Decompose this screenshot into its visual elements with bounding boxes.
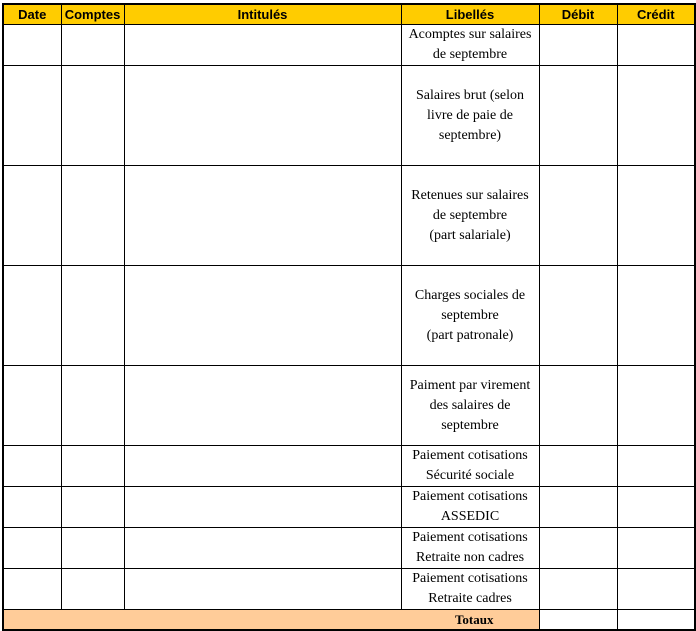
- credit-cell[interactable]: [617, 569, 695, 610]
- header-debit: Débit: [539, 4, 617, 25]
- table-row: [3, 487, 695, 528]
- libelle-line: Paiement cotisations: [412, 489, 528, 504]
- totals-label: Totaux: [3, 610, 539, 631]
- libelle-line: Retraite cadres: [428, 591, 512, 606]
- header-libelles: Libellés: [401, 4, 539, 25]
- libelle-line: Retraite non cadres: [415, 550, 525, 565]
- libelle-cell: [401, 569, 539, 610]
- comptes-cell[interactable]: [61, 166, 124, 266]
- debit-cell[interactable]: [539, 25, 617, 66]
- libelle-cell: [401, 528, 539, 569]
- table-row: [3, 166, 695, 266]
- debit-cell[interactable]: [539, 166, 617, 266]
- date-cell[interactable]: [3, 266, 61, 366]
- date-cell[interactable]: [3, 366, 61, 446]
- header-intitules: Intitulés: [124, 4, 401, 25]
- libelle-line: de septembre: [432, 207, 508, 223]
- intitules-cell[interactable]: [124, 366, 401, 446]
- table-row: [3, 25, 695, 66]
- total-debit-cell[interactable]: [539, 610, 617, 631]
- intitules-cell[interactable]: [124, 569, 401, 610]
- date-cell[interactable]: [3, 487, 61, 528]
- libelle-line: Paiement cotisations: [412, 530, 528, 545]
- credit-cell[interactable]: [617, 446, 695, 487]
- libelle-cell: [401, 446, 539, 487]
- credit-cell[interactable]: [617, 66, 695, 166]
- date-cell[interactable]: [3, 25, 61, 66]
- comptes-cell[interactable]: [61, 487, 124, 528]
- table-row: [3, 569, 695, 610]
- intitules-cell[interactable]: [124, 446, 401, 487]
- date-cell[interactable]: [3, 569, 61, 610]
- credit-cell[interactable]: [617, 366, 695, 446]
- total-credit-cell[interactable]: [617, 610, 695, 631]
- debit-cell[interactable]: [539, 487, 617, 528]
- intitules-cell[interactable]: [124, 66, 401, 166]
- header-comptes: Comptes: [61, 4, 124, 25]
- libelle-line: Paiement cotisations: [412, 448, 528, 463]
- header-row: [3, 4, 695, 25]
- date-cell[interactable]: [3, 166, 61, 266]
- debit-cell[interactable]: [539, 528, 617, 569]
- header-credit: Crédit: [617, 4, 695, 25]
- debit-cell[interactable]: [539, 569, 617, 610]
- debit-cell[interactable]: [539, 446, 617, 487]
- libelle-line: Paiement cotisations: [412, 571, 528, 586]
- libelle-line: de septembre: [432, 47, 508, 62]
- libelle-line: septembre: [441, 307, 499, 323]
- libelle-line: Salaires brut (selon: [415, 87, 525, 103]
- libelle-line: Paiment par virement: [409, 377, 531, 393]
- libelle-line: septembre): [438, 127, 502, 143]
- libelle-line: Charges sociales de: [414, 287, 526, 303]
- libelle-line: (part patronale): [426, 327, 514, 343]
- comptes-cell[interactable]: [61, 366, 124, 446]
- totals-row: [3, 610, 695, 631]
- table-row: [3, 366, 695, 446]
- libelle-cell: [401, 266, 539, 366]
- header-date: Date: [3, 4, 61, 25]
- credit-cell[interactable]: [617, 166, 695, 266]
- debit-cell[interactable]: [539, 366, 617, 446]
- libelle-line: des salaires de: [429, 397, 511, 413]
- table-row: [3, 446, 695, 487]
- libelle-cell: [401, 66, 539, 166]
- libelle-line: (part salariale): [429, 227, 511, 243]
- intitules-cell[interactable]: [124, 487, 401, 528]
- libelle-cell: [401, 487, 539, 528]
- libelle-line: livre de paie de: [427, 107, 513, 123]
- debit-cell[interactable]: [539, 266, 617, 366]
- intitules-cell[interactable]: [124, 266, 401, 366]
- comptes-cell[interactable]: [61, 266, 124, 366]
- libelle-cell: [401, 25, 539, 66]
- table-row: [3, 528, 695, 569]
- comptes-cell[interactable]: [61, 528, 124, 569]
- comptes-cell[interactable]: [61, 25, 124, 66]
- credit-cell[interactable]: [617, 25, 695, 66]
- table-row: [3, 266, 695, 366]
- libelle-cell: [401, 166, 539, 266]
- comptes-cell[interactable]: [61, 446, 124, 487]
- libelle-cell: [401, 366, 539, 446]
- debit-cell[interactable]: [539, 66, 617, 166]
- credit-cell[interactable]: [617, 487, 695, 528]
- libelle-line: septembre: [441, 417, 499, 433]
- intitules-cell[interactable]: [124, 25, 401, 66]
- date-cell[interactable]: [3, 66, 61, 166]
- libelle-line: ASSEDIC: [440, 509, 500, 524]
- intitules-cell[interactable]: [124, 528, 401, 569]
- journal-table: [2, 3, 696, 631]
- intitules-cell[interactable]: [124, 166, 401, 266]
- libelle-line: Acomptes sur salaires: [408, 27, 532, 42]
- date-cell[interactable]: [3, 446, 61, 487]
- comptes-cell[interactable]: [61, 66, 124, 166]
- credit-cell[interactable]: [617, 266, 695, 366]
- libelle-line: Retenues sur salaires: [411, 187, 529, 203]
- credit-cell[interactable]: [617, 528, 695, 569]
- date-cell[interactable]: [3, 528, 61, 569]
- libelle-line: Sécurité sociale: [425, 468, 515, 483]
- table-row: [3, 66, 695, 166]
- comptes-cell[interactable]: [61, 569, 124, 610]
